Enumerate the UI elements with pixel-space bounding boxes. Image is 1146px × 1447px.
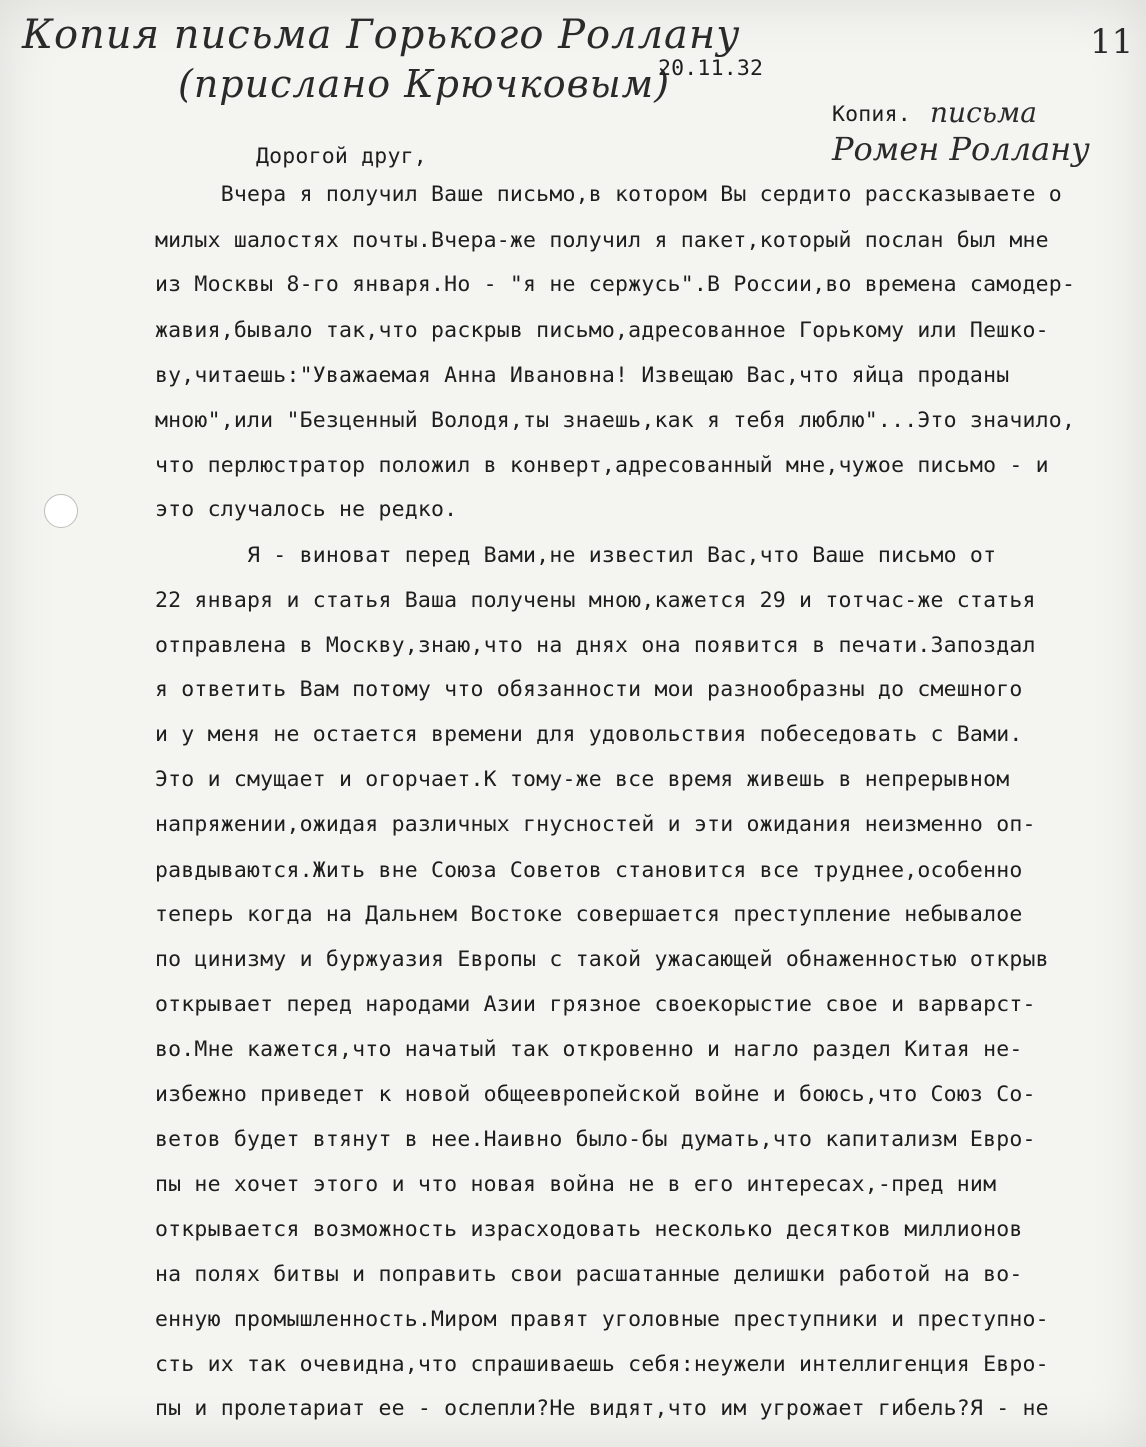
handwritten-note-line1: письма: [930, 96, 1037, 129]
letter-line: Вчера я получил Ваше письмо,в котором Вы сердито рассказываете о: [155, 182, 1062, 207]
letter-line: я ответить Вам потому что обязанности мои разнообразны до смешного: [155, 677, 1023, 702]
letter-line: Это и смущает и огорчает.К тому-же все время живешь в непрерывном: [155, 767, 1010, 792]
letter-line: отправлена в Москву,знаю,что на днях она появится в печати.Запоздал: [155, 633, 1036, 658]
letter-line: открывается возможность израсходовать несколько десятков миллионов: [155, 1217, 1023, 1242]
letter-line: равдываются.Жить вне Союза Советов становится все труднее,особенно: [155, 858, 1023, 883]
letter-date: 20.11.32: [658, 56, 764, 81]
letter-line: ветов будет втянут в нее.Наивно было-бы думать,что капитализм Евро-: [155, 1127, 1036, 1152]
letter-line: открывает перед народами Азии грязное своекорыстие свое и варварст-: [155, 992, 1036, 1017]
letter-line: на полях битвы и поправить свои расшатанные делишки работой на во-: [155, 1262, 1023, 1287]
letter-line: енную промышленность.Миром правят уголовные преступники и преступно-: [155, 1307, 1049, 1332]
handwritten-title-line2: (прислано Крючковым): [178, 62, 671, 106]
letter-line: избежно приведет к новой общеевропейской войне и боюсь,что Союз Со-: [155, 1082, 1036, 1107]
letter-line: из Москвы 8-го января.Но - "я не сержусь".В России,во времена самодер-: [155, 272, 1076, 297]
letter-line: что перлюстратор положил в конверт,адресованный мне,чужое письмо - и: [155, 453, 1049, 478]
letter-line: пы не хочет этого и что новая война не в его интересах,-пред ним: [155, 1172, 997, 1197]
handwritten-title-line1: Копия письма Горького Роллану: [22, 12, 741, 58]
salutation: Дорогой друг,: [256, 144, 427, 169]
letter-line: жавия,бывало так,что раскрыв письмо,адресованное Горькому или Пешко-: [155, 318, 1049, 343]
handwritten-page-number: 11: [1090, 22, 1134, 62]
copy-label: Копия.: [832, 102, 911, 127]
letter-line: по цинизму и буржуазия Европы с такой ужасающей обнаженностью открыв: [155, 947, 1049, 972]
letter-line: это случалось не редко.: [155, 497, 458, 522]
letter-line: напряжении,ожидая различных гнусностей и эти ожидания неизменно оп-: [155, 812, 1036, 837]
letter-line: 22 января и статья Ваша получены мною,кажется 29 и тотчас-же статья: [155, 588, 1036, 613]
letter-line: ву,читаешь:"Уважаемая Анна Ивановна! Извещаю Вас,что яйца проданы: [155, 363, 1010, 388]
handwritten-note-line2: Ромен Роллану: [832, 130, 1090, 168]
letter-line: мною",или "Безценный Володя,ты знаешь,как я тебя люблю"...Это значило,: [155, 408, 1076, 433]
letter-line: милых шалостях почты.Вчера-же получил я пакет,который послан был мне: [155, 228, 1049, 253]
punch-hole: [44, 494, 78, 528]
letter-line: пы и пролетариат ее - ослепли?Не видят,что им угрожает гибель?Я - не: [155, 1396, 1049, 1421]
letter-line: во.Мне кажется,что начатый так откровенно и нагло раздел Китая не-: [155, 1037, 1023, 1062]
letter-line: Я - виноват перед Вами,не известил Вас,что Ваше письмо от: [155, 543, 997, 568]
letter-line: теперь когда на Дальнем Востоке совершается преступление небывалое: [155, 902, 1023, 927]
letter-line: сть их так очевидна,что спрашиваешь себя:неужели интеллигенция Евро-: [155, 1352, 1049, 1377]
letter-line: и у меня не остается времени для удовольствия побеседовать с Вами.: [155, 722, 1023, 747]
